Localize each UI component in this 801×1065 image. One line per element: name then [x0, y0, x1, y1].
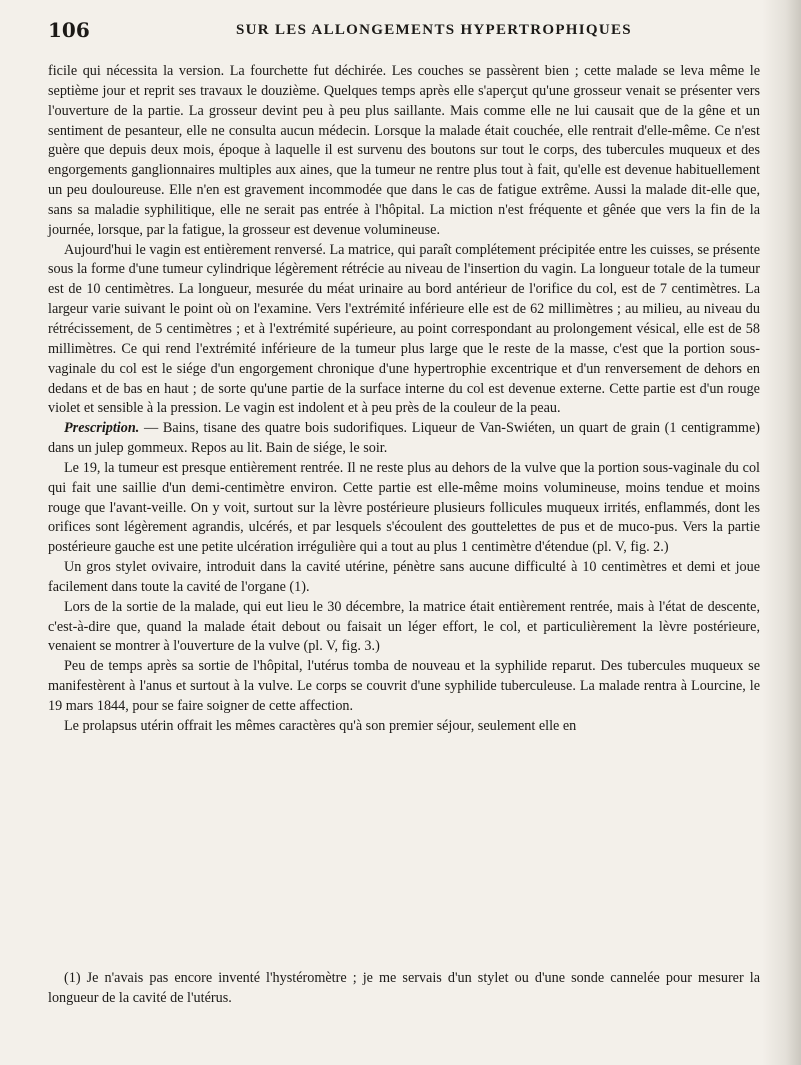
paragraph-4: Le 19, la tumeur est presque entièrement rentrée. Il ne reste plus au dehors de la vulve que la portion sous-vaginale du col qui fait une saillie d'un demi-centimètre environ. Cette partie est elle-même moins volumineuse, moins tendue et moins rouge que l'avant-veille. On y voit, surtout sur la lèvre postérieure plusieurs follicules muqueux irrités, enflammés, dont les orifices sont légèrement agrandis, ulcérés, et par lesquels s'écoulent des gouttelettes de pus et de muco-pus. Vers la partie postérieure gauche est une petite ulcération irrégulière qui a tout au plus 1 centimètre d'étendue (pl. V, fig. 2.) [48, 459, 760, 556]
page-number: 106 [48, 18, 90, 42]
footnote [48, 969, 760, 1009]
paragraph-1: ficile qui nécessita la version. La fourchette fut déchirée. Les couches se passèrent bien ; cette malade se leva même le septième jour et reprit ses travaux le douzième. Quelques temps après elle s'aperçut qu'une grosseur venait se présenter vers l'ouverture de la partie. La grosseur devint peu à peu plus saillante. Mais comme elle ne lui causait que de la gêne et un sentiment de pesanteur, elle ne consulta aucun médecin. Lorsque la malade était couchée, elle rentrait d'elle-même. Ce n'est guère que depuis deux mois, époque à laquelle il est survenu des boutons sur tout le corps, des tubercules muqueux et des engorgements ganglionnaires multiples aux aines, que la tumeur ne rentre plus tout à fait, qu'elle est devenue habituellement un peu douloureuse. Elle n'en est gravement incommodée que dans le cas de fatigue extrême. Aussi la malade dit-elle que, sans sa maladie syphilitique, elle ne serait pas entrée à l'hôpital. La miction n'est fréquente et gênée que vers la fin de la journée, lorsque, par la fatigue, la grosseur est devenue volumineuse. [48, 63, 760, 238]
paragraph-8: Le prolapsus utérin offrait les mêmes caractères qu'à son premier séjour, seulement elle en [64, 717, 577, 734]
paragraph-6: Lors de la sortie de la malade, qui eut lieu le 30 décembre, la matrice était entièrement rentrée, mais à l'état de descente, c'est-à-dire que, quand la malade était debout ou faisait un léger effort, le col, et particulièrement la lèvre postérieure, venaient se montrer à l'ouverture de la vulve (pl. V, fig. 3.) [48, 598, 760, 655]
body-text [48, 62, 760, 737]
paragraph-3 [48, 419, 760, 459]
paragraph-7: Peu de temps après sa sortie de l'hôpital, l'utérus tomba de nouveau et la syphilide reparut. Des tubercules muqueux se manifestèrent à l'anus et surtout à la vulve. Le corps se couvrit d'une syphilide tuberculeuse. La malade rentra à Lourcine, le 19 mars 1844, pour se faire soigner de cette affection. [48, 658, 760, 714]
page-edge-shadow [762, 0, 801, 1065]
running-head: SUR LES ALLONGEMENTS HYPERTROPHIQUES [236, 22, 632, 38]
paragraph-5: Un gros stylet ovivaire, introduit dans la cavité utérine, pénètre sans aucune difficulté à 10 centimètres et demi et joue facilement dans toute la cavité de l'organe (1). [48, 559, 760, 595]
prescription-text: — Bains, tisane des quatre bois sudorifiques. Liqueur de Van-Swiéten, un quart de grain (1 centigramme) dans un julep gommeux. Repos au lit. Bain de siége, le soir. [48, 420, 760, 457]
footnote-text: (1) Je n'avais pas encore inventé l'hystéromètre ; je me servais d'un stylet ou d'une sonde cannelée pour mesurer la longueur de la cavité de l'utérus. [48, 970, 760, 1006]
paragraph-2: Aujourd'hui le vagin est entièrement renversé. La matrice, qui paraît complétement précipitée entre les cuisses, se présente sous la forme d'une tumeur cylindrique légèrement rétrécie au niveau de l'insertion du vagin. La longueur totale de la tumeur est de 10 centimètres. La longueur, mesurée du méat urinaire au bord antérieur de l'orifice du col, est de 7 centimètres. La largeur varie suivant le point où on l'examine. Vers l'extrémité inférieure elle est de 62 millimètres ; au milieu, au niveau du rétrécissement, de 5 centimètres ; et à l'extrémité supérieure, au point correspondant au prolongement vésical, elle est de 58 millimètres. Ce qui rend l'extrémité inférieure de la tumeur plus large que le reste de la masse, c'est que la portion sous-vaginale du col est le siége d'un engorgement chronique d'une hypertrophie excentrique et d'un renversement de dehors en dedans et de bas en haut ; de sorte qu'une partie de la surface interne du col est devenue externe. Cette partie est d'un rouge violet et sensible à la pression. Le vagin est indolent et à peu près de la couleur de la peau. [48, 241, 760, 417]
prescription-label: Prescription. [64, 420, 140, 437]
page-header [48, 14, 760, 54]
